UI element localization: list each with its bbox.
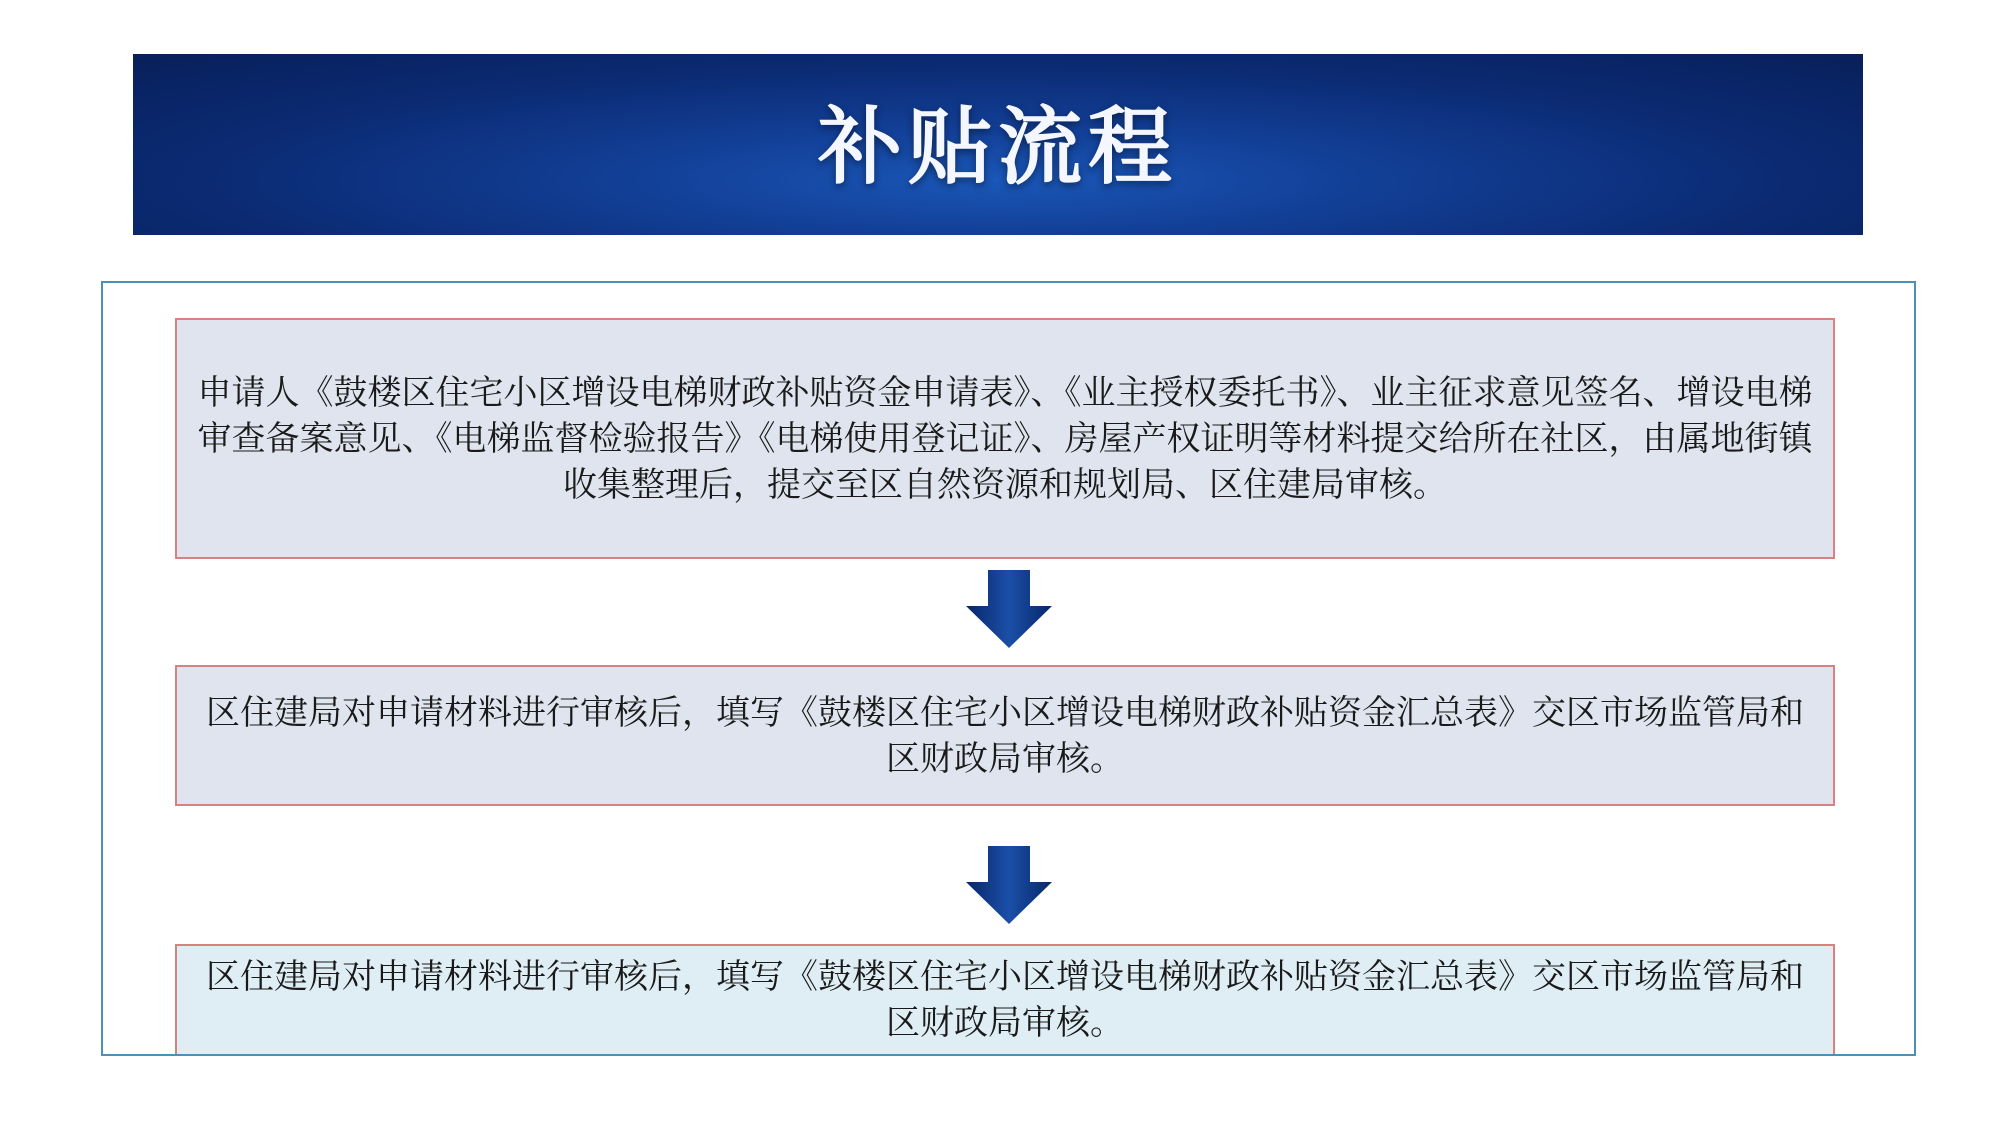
flow-step-3	[175, 944, 1835, 1056]
flow-step-2	[175, 665, 1835, 806]
arrow-down-icon	[966, 570, 1052, 648]
flowchart-frame	[101, 281, 1916, 1056]
flow-step-1	[175, 318, 1835, 559]
page-title: 补贴流程	[817, 97, 1178, 196]
flow-step-2-text: 区住建局对申请材料进行审核后，填写《鼓楼区住宅小区增设电梯财政补贴资金汇总表》交区市场监管局和区财政局审核。	[206, 692, 1804, 779]
flow-step-1-text: 申请人《鼓楼区住宅小区增设电梯财政补贴资金申请表》、《业主授权委托书》、业主征求意见签名、增设电梯审查备案意见、《电梯监督检验报告》《电梯使用登记证》、房屋产权证明等材料提交给所在社区，由属地街镇收集整理后，提交至区自然资源和规划局、区住建局审核。	[197, 372, 1813, 505]
header-banner	[133, 54, 1863, 235]
arrow-down-icon	[966, 846, 1052, 924]
flow-step-3-text: 区住建局对申请材料进行审核后，填写《鼓楼区住宅小区增设电梯财政补贴资金汇总表》交区市场监管局和区财政局审核。	[206, 957, 1804, 1043]
